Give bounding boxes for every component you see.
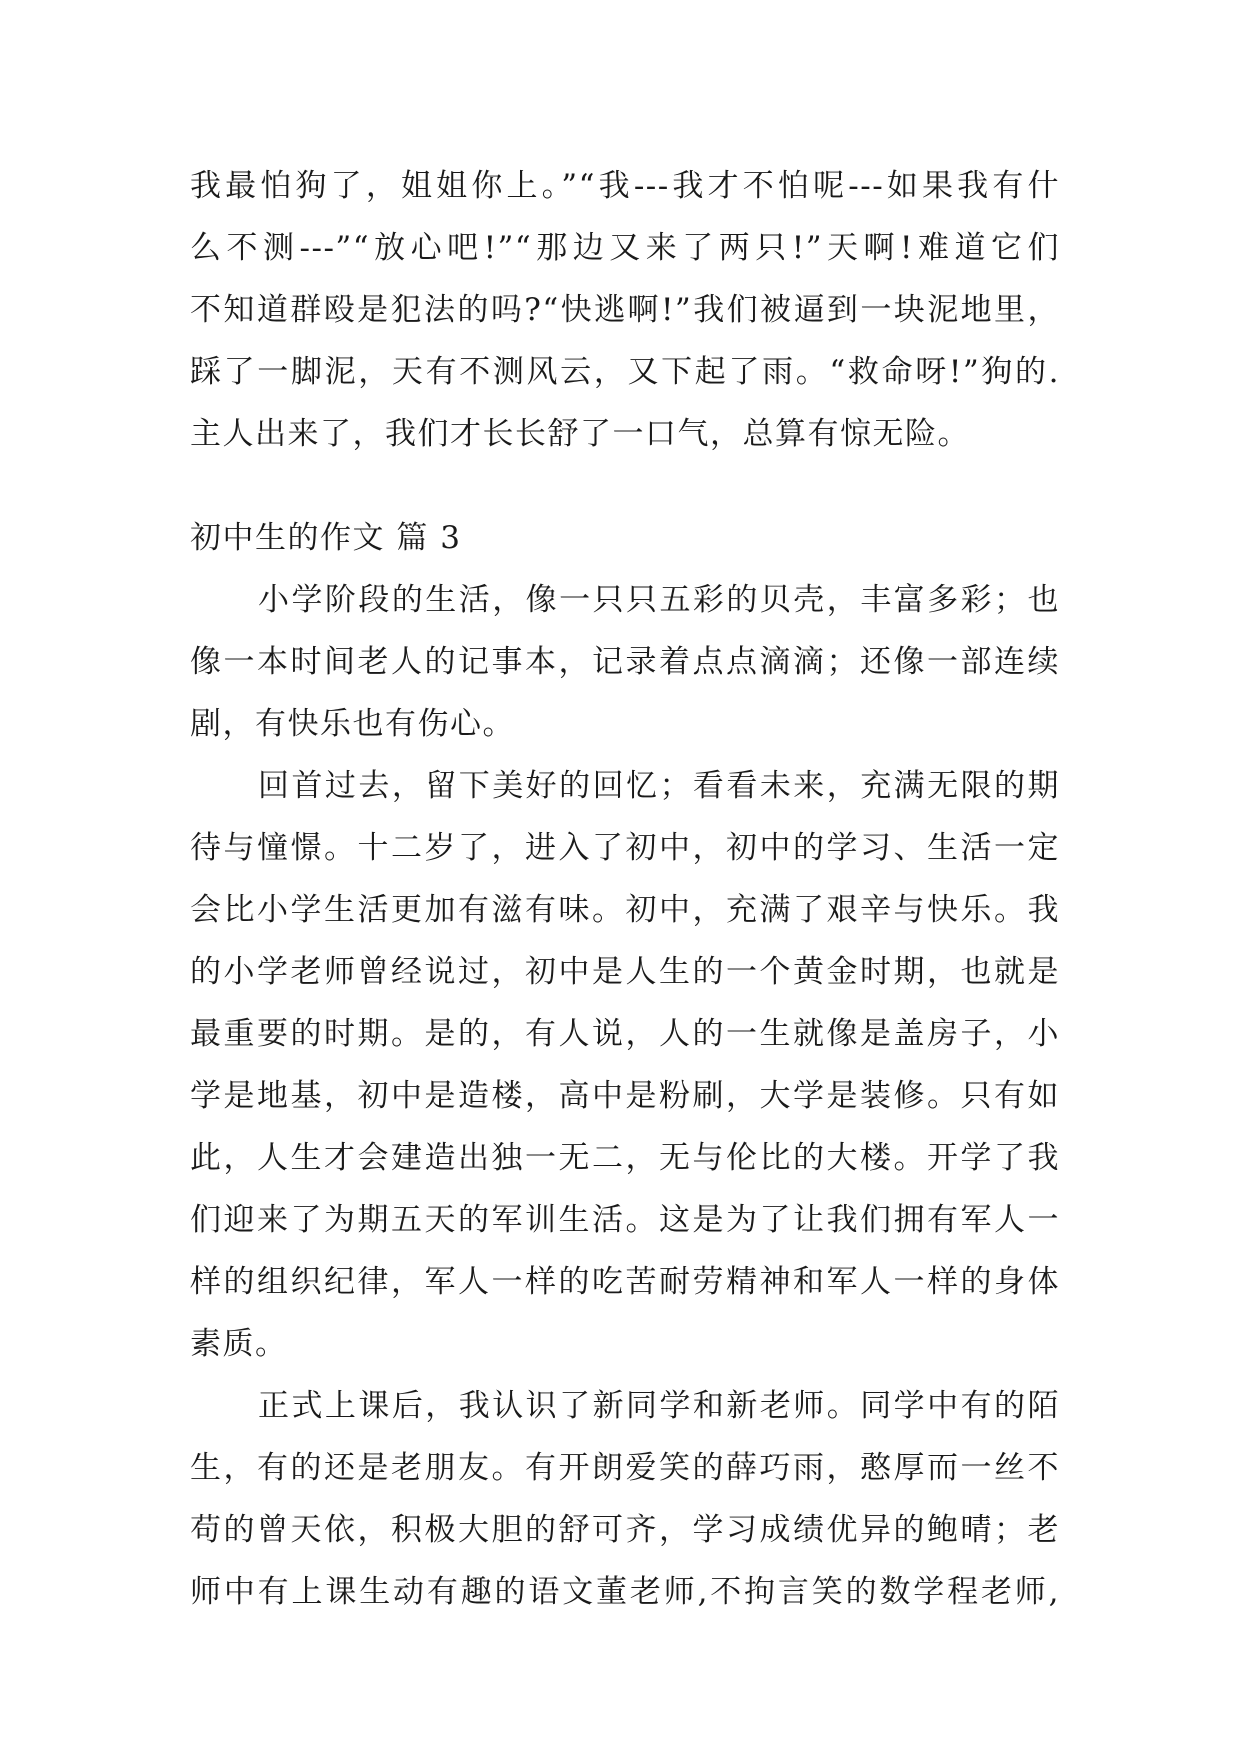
text-line: 学是地基，初中是造楼，高中是粉刷，大学是装修。只有如: [190, 1078, 1060, 1114]
text-line: 生，有的还是老朋友。有开朗爱笑的薛巧雨，憨厚而一丝不: [190, 1450, 1060, 1486]
text-line: 苟的曾天依，积极大胆的舒可齐，学习成绩优异的鲍晴；老: [190, 1512, 1060, 1548]
text-line: 的小学老师曾经说过，初中是人生的一个黄金时期，也就是: [190, 954, 1060, 990]
text-line: 会比小学生活更加有滋有味。初中，充满了艰辛与快乐。我: [190, 892, 1060, 928]
text-line: 此，人生才会建造出独一无二，无与伦比的大楼。开学了我: [190, 1140, 1060, 1176]
text-line: 素质。: [190, 1326, 288, 1362]
text-line: 样的组织纪律，军人一样的吃苦耐劳精神和军人一样的身体: [190, 1264, 1060, 1300]
text-line: 待与憧憬。十二岁了，进入了初中，初中的学习、生活一定: [190, 830, 1060, 866]
text-line: 主人出来了，我们才长长舒了一口气，总算有惊无险。: [190, 416, 970, 452]
text-line: 小学阶段的生活，像一只只五彩的贝壳，丰富多彩；也: [258, 582, 1060, 618]
text-line: 回首过去，留下美好的回忆；看看未来，充满无限的期: [258, 768, 1060, 804]
text-line: 像一本时间老人的记事本，记录着点点滴滴；还像一部连续: [190, 644, 1060, 680]
text-line: 们迎来了为期五天的军训生活。这是为了让我们拥有军人一: [190, 1202, 1060, 1238]
text-line: 师中有上课生动有趣的语文董老师,不拘言笑的数学程老师,: [190, 1574, 1060, 1610]
text-line: 剧，有快乐也有伤心。: [190, 706, 515, 742]
text-line: 么不测---”“放心吧!”“那边又来了两只!”天啊!难道它们: [190, 230, 1060, 266]
text-line: 不知道群殴是犯法的吗?“快逃啊!”我们被逼到一块泥地里，: [190, 292, 1060, 328]
text-line: 最重要的时期。是的，有人说，人的一生就像是盖房子，小: [190, 1016, 1060, 1052]
text-line: 踩了一脚泥，天有不测风云，又下起了雨。“救命呀!”狗的.: [190, 354, 1060, 390]
text-line: 正式上课后，我认识了新同学和新老师。同学中有的陌: [258, 1388, 1060, 1424]
text-line: 我最怕狗了，姐姐你上。”“我---我才不怕呢---如果我有什: [190, 168, 1060, 204]
section-heading: 初中生的作文 篇 3: [190, 520, 462, 556]
